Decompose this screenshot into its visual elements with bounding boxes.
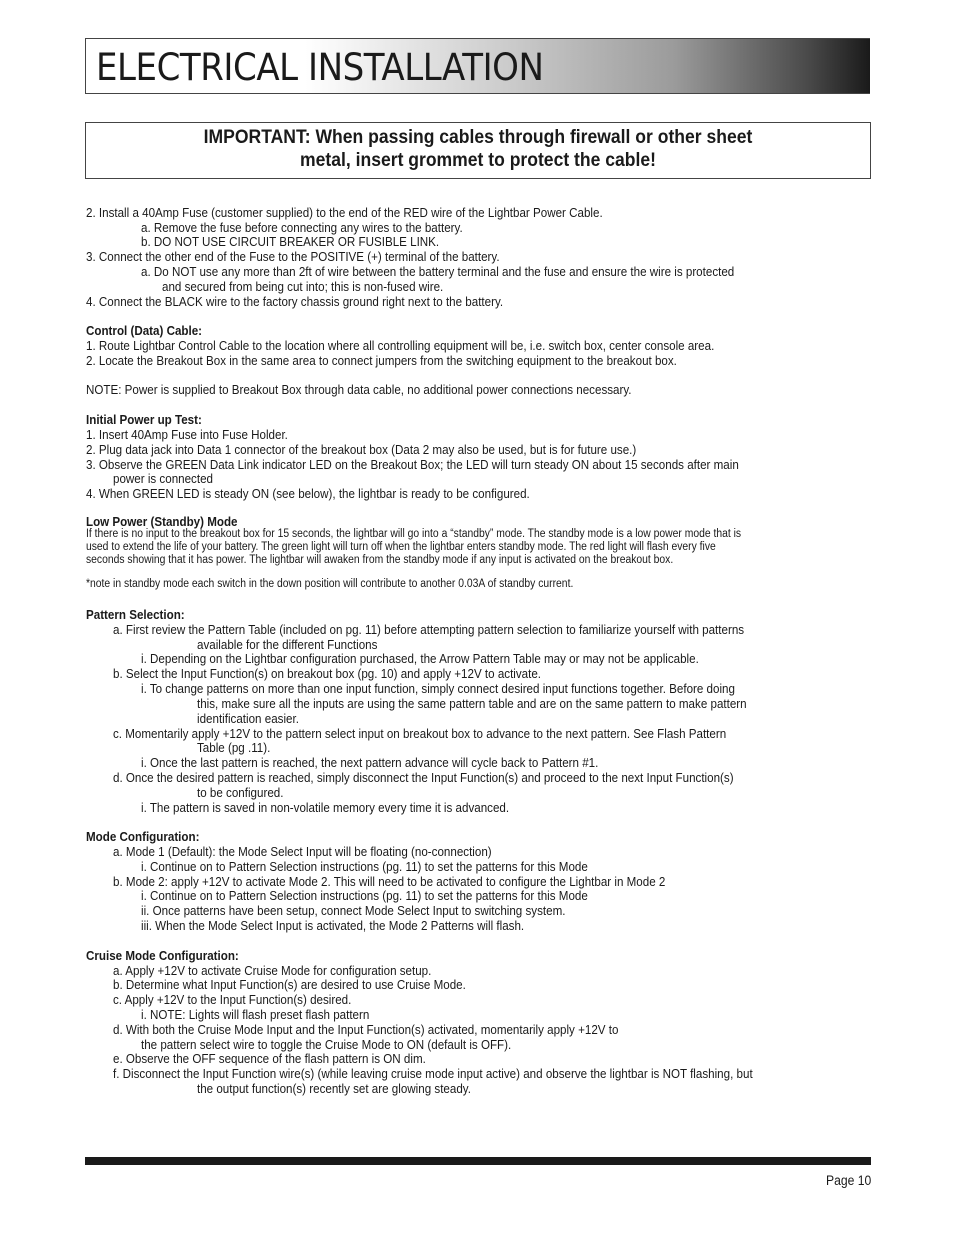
step-text: c. Momentarily apply +12V to the pattern select input on breakout box to advance to the next pattern. See Flash Pattern — [113, 726, 727, 741]
step-text: f. Disconnect the Input Function wire(s) (while leaving cruise mode input active) and observe the lightbar is NOT flashing, but — [113, 1066, 753, 1081]
step-text: d. With both the Cruise Mode Input and the Input Function(s) activated, momentarily apply +12V to — [113, 1022, 619, 1037]
section-heading: Low Power (Standby) Mode — [86, 514, 238, 529]
step-text: a. First review the Pattern Table (included on pg. 11) before attempting pattern selection to familiarize yourself with patterns — [113, 622, 745, 637]
substep-text: i. NOTE: Lights will flash preset flash pattern — [141, 1007, 370, 1022]
substep-text: identification easier. — [197, 711, 299, 726]
important-notice-line: IMPORTANT: When passing cables through firewall or other sheet — [203, 126, 753, 148]
step-text: the output function(s) recently set are glowing steady. — [197, 1081, 471, 1096]
step-text: b. Determine what Input Function(s) are desired to use Cruise Mode. — [113, 977, 466, 992]
substep-text: i. The pattern is saved in non-volatile memory every time it is advanced. — [141, 800, 510, 815]
page-header — [85, 38, 870, 94]
substep-text: a. Remove the fuse before connecting any wires to the battery. — [141, 220, 463, 235]
step-text: 1. Insert 40Amp Fuse into Fuse Holder. — [86, 427, 288, 442]
substep-text: b. DO NOT USE CIRCUIT BREAKER OR FUSIBLE LINK. — [141, 234, 440, 249]
footer-divider — [85, 1157, 871, 1165]
important-notice-box — [85, 122, 871, 179]
section-heading: Cruise Mode Configuration: — [86, 948, 239, 963]
step-text: Table (pg .11). — [197, 740, 271, 755]
step-text: e. Observe the OFF sequence of the flash pattern is ON dim. — [113, 1051, 426, 1066]
step-text: 2. Locate the Breakout Box in the same area to connect jumpers from the switching equipment to the breakout box. — [86, 353, 677, 368]
section-heading: Pattern Selection: — [86, 607, 185, 622]
substep-text: ii. Once patterns have been setup, connect Mode Select Input to switching system. — [141, 903, 566, 918]
substep-text: i. Once the last pattern is reached, the next pattern advance will cycle back to Pattern #1. — [141, 755, 599, 770]
page-number: Page 10 — [826, 1173, 872, 1188]
paragraph-text: If there is no input to the breakout box for 15 seconds, the lightbar will go into a “standby” mode. The standby mode is a low power mode that is — [86, 528, 742, 540]
step-text: to be configured. — [197, 785, 284, 800]
paragraph-text: used to extend the life of your battery. The green light will turn off when the lightbar enters standby mode. The red light will flash every five — [86, 541, 716, 553]
section-heading: Initial Power up Test: — [86, 412, 202, 427]
substep-text: a. Do NOT use any more than 2ft of wire between the battery terminal and the fuse and ensure the wire is protected — [141, 264, 735, 279]
substep-text: and secured from being cut into; this is non-fused wire. — [162, 279, 444, 294]
step-text: d. Once the desired pattern is reached, simply disconnect the Input Function(s) and proceed to the next Input Function(s) — [113, 770, 734, 785]
substep-text: i. Depending on the Lightbar configuration purchased, the Arrow Pattern Table may or may not be applicable. — [141, 651, 699, 666]
page-title: ELECTRICAL INSTALLATION — [96, 46, 544, 89]
substep-text: this, make sure all the inputs are using the same pattern table and are on the same pattern to make pattern — [197, 696, 747, 711]
important-notice-line: metal, insert grommet to protect the cable! — [300, 149, 656, 171]
note-text: *note in standby mode each switch in the down position will contribute to another 0.03A of standby current. — [86, 578, 574, 590]
step-text: b. Select the Input Function(s) on breakout box (pg. 10) and apply +12V to activate. — [113, 666, 542, 681]
section-heading: Mode Configuration: — [86, 829, 200, 844]
step-text: 4. Connect the BLACK wire to the factory chassis ground right next to the battery. — [86, 294, 504, 309]
step-text: 2. Install a 40Amp Fuse (customer supplied) to the end of the RED wire of the Lightbar Power Cable. — [86, 205, 603, 220]
step-text: c. Apply +12V to the Input Function(s) desired. — [113, 992, 352, 1007]
step-text: b. Mode 2: apply +12V to activate Mode 2. This will need to be activated to configure the Lightbar in Mode 2 — [113, 874, 666, 889]
step-text: a. Apply +12V to activate Cruise Mode for configuration setup. — [113, 963, 432, 978]
substep-text: i. To change patterns on more than one input function, simply connect desired input functions together. Before doing — [141, 681, 735, 696]
note-text: NOTE: Power is supplied to Breakout Box through data cable, no additional power connections necessary. — [86, 382, 632, 397]
paragraph-text: seconds showing that it has power. The lightbar will awaken from the standby mode if any input is activated on the breakout box. — [86, 554, 674, 566]
substep-text: i. Continue on to Pattern Selection instructions (pg. 11) to set the patterns for this Mode — [141, 888, 588, 903]
step-text: 4. When GREEN LED is steady ON (see below), the lightbar is ready to be configured. — [86, 486, 530, 501]
substep-text: i. Continue on to Pattern Selection instructions (pg. 11) to set the patterns for this Mode — [141, 859, 588, 874]
step-text: a. Mode 1 (Default): the Mode Select Input will be floating (no-connection) — [113, 844, 492, 859]
step-text: 2. Plug data jack into Data 1 connector of the breakout box (Data 2 may also be used, but is for future use.) — [86, 442, 637, 457]
section-heading: Control (Data) Cable: — [86, 323, 203, 338]
step-text: 1. Route Lightbar Control Cable to the location where all controlling equipment will be, i.e. switch box, center console area. — [86, 338, 715, 353]
step-text: 3. Observe the GREEN Data Link indicator LED on the Breakout Box; the LED will turn steady ON about 15 seconds after main — [86, 457, 739, 472]
step-text: available for the different Functions — [197, 637, 378, 652]
step-text: the pattern select wire to toggle the Cruise Mode to ON (default is OFF). — [141, 1037, 512, 1052]
step-text: 3. Connect the other end of the Fuse to the POSITIVE (+) terminal of the battery. — [86, 249, 500, 264]
step-text: power is connected — [113, 471, 214, 486]
substep-text: iii. When the Mode Select Input is activated, the Mode 2 Patterns will flash. — [141, 918, 525, 933]
